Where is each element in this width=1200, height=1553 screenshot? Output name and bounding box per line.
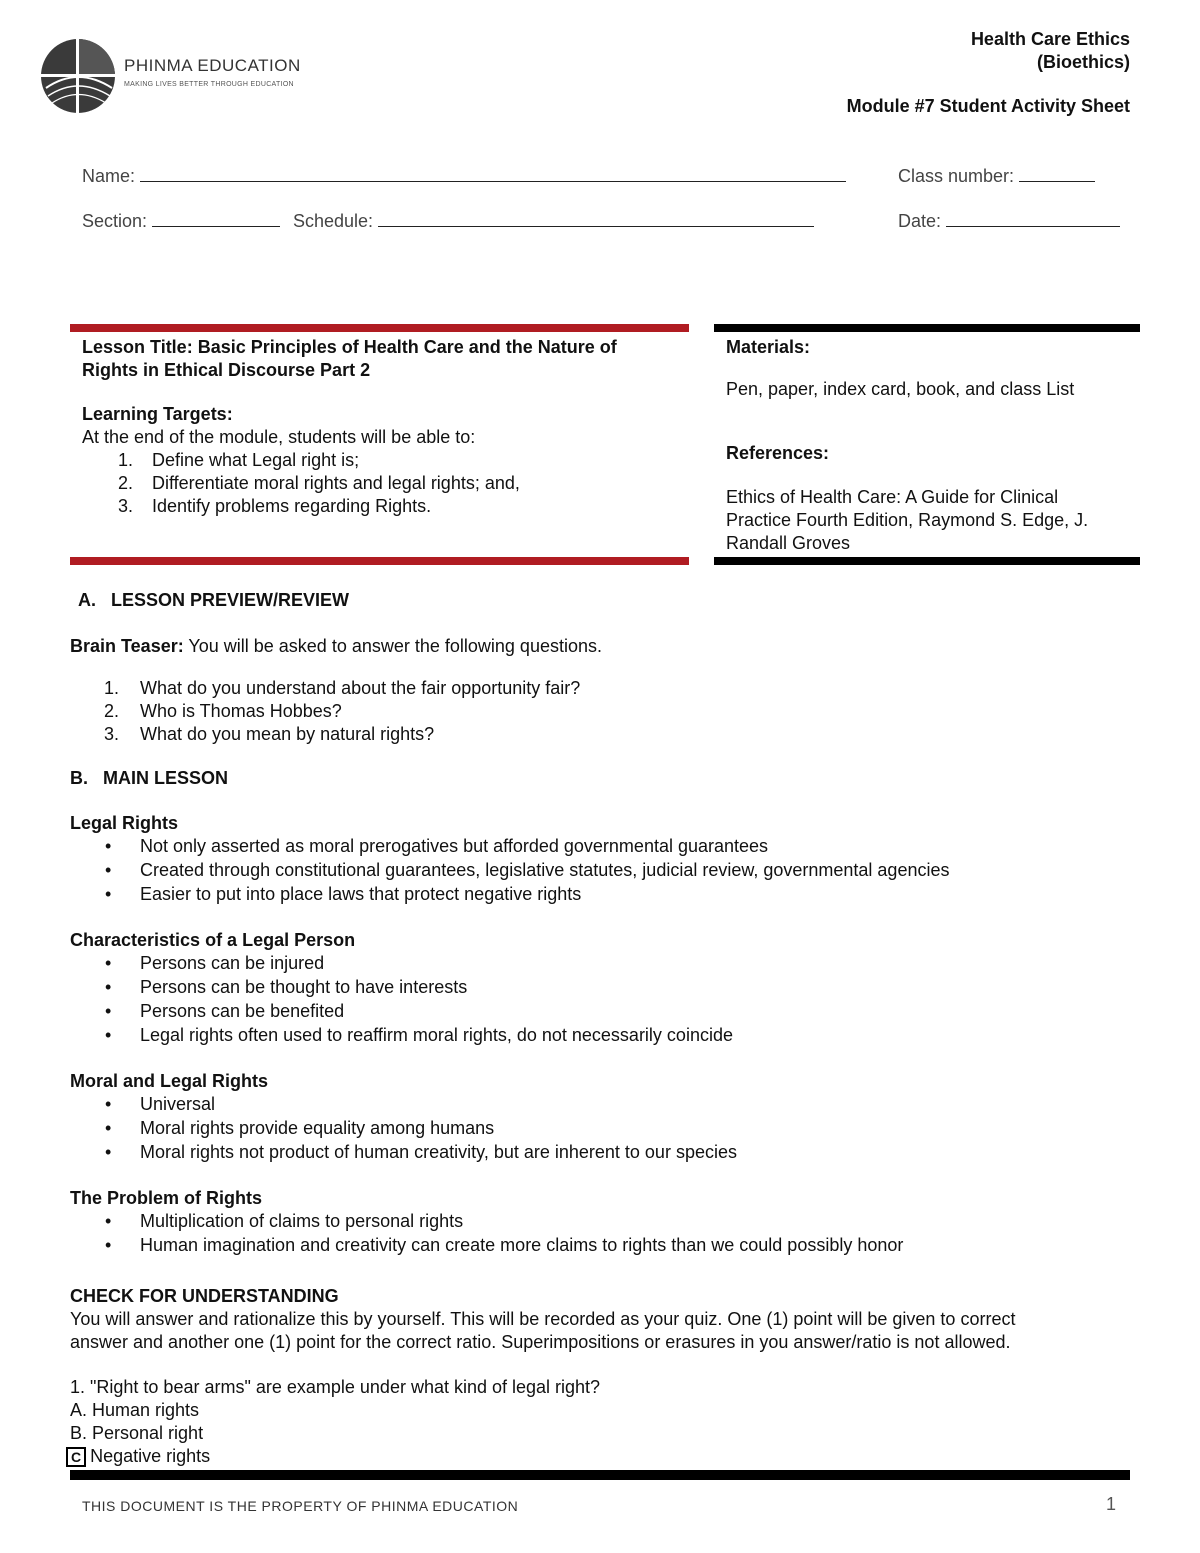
module-title: Module #7 Student Activity Sheet: [846, 96, 1130, 116]
footer-text: THIS DOCUMENT IS THE PROPERTY OF PHINMA EDUCATION: [82, 1498, 519, 1514]
list-item: [82, 495, 682, 518]
materials-box-top-bar: [714, 324, 1140, 332]
schedule-field[interactable]: [293, 210, 814, 232]
list-item: • Multiplication of claims to personal rights: [70, 1209, 1150, 1233]
course-title-line2: (Bioethics): [1036, 52, 1130, 72]
schedule-blank[interactable]: [378, 210, 814, 227]
bullet-list: [70, 1092, 1150, 1164]
list-item: [82, 472, 682, 495]
list-text: Define what Legal right is;: [152, 450, 360, 470]
list-number: 1.: [118, 450, 134, 470]
list-item: • Legal rights often used to reaffirm moral rights, do not necessarily coincide: [70, 1023, 1150, 1047]
lesson-group-legal-rights: [70, 813, 1150, 906]
selected-answer-mark: C: [66, 1447, 86, 1467]
lesson-title-line1: Lesson Title: Basic Principles of Health Care and the Nature of: [82, 337, 617, 357]
list-text: Who is Thomas Hobbes?: [140, 701, 342, 721]
brain-teaser-questions: [70, 677, 970, 746]
materials-box-bottom-bar: [714, 557, 1140, 565]
class-number-label: Class number:: [898, 166, 1015, 186]
list-item: • Human imagination and creativity can create more claims to rights than we could possibly honor: [70, 1233, 1150, 1257]
lesson-group-legal-person: [70, 930, 1150, 1047]
list-text: What do you mean by natural rights?: [140, 724, 435, 744]
group-title: Moral and Legal Rights: [70, 1071, 269, 1091]
section-label: Section:: [82, 211, 148, 231]
check-instructions-line2: answer and another one (1) point for the correct ratio. Superimpositions or erasures in you answer/ratio is not allowed.: [70, 1332, 1011, 1352]
phinma-globe-icon: [40, 36, 120, 116]
list-item: • Persons can be thought to have interests: [70, 975, 1150, 999]
check-heading: CHECK FOR UNDERSTANDING: [70, 1286, 339, 1306]
quiz-question: 1. "Right to bear arms" are example under what kind of legal right?: [70, 1377, 601, 1397]
course-title: [971, 28, 1130, 74]
date-label: Date:: [898, 211, 942, 231]
list-number: 3.: [118, 496, 134, 516]
check-instructions-line1: You will answer and rationalize this by yourself. This will be recorded as your quiz. One (1) point will be given to correct: [70, 1309, 1016, 1329]
list-item: • Easier to put into place laws that protect negative rights: [70, 882, 1150, 906]
list-number: 1.: [104, 678, 120, 698]
quiz-option-b[interactable]: B. Personal right: [70, 1423, 204, 1443]
lesson-box-bottom-bar: [70, 557, 689, 565]
bullet-list: [70, 834, 1150, 906]
phinma-logo: [40, 36, 300, 118]
lesson-group-moral-legal: [70, 1071, 1150, 1164]
list-item: • Moral rights provide equality among humans: [70, 1116, 1150, 1140]
schedule-label: Schedule:: [293, 211, 374, 231]
quiz-option-c[interactable]: [66, 1445, 1150, 1468]
references-line2: Practice Fourth Edition, Raymond S. Edge, J.: [726, 510, 1089, 530]
section-field[interactable]: [82, 210, 280, 232]
materials-heading: Materials:: [726, 337, 811, 357]
list-item: • Moral rights not product of human creativity, but are inherent to our species: [70, 1140, 1150, 1164]
logo-text: PHINMA EDUCATION: [124, 56, 301, 75]
name-field[interactable]: [82, 165, 846, 187]
section-b-heading: B. MAIN LESSON: [70, 768, 229, 788]
page-number: 1: [1105, 1494, 1116, 1514]
footer-rule: [70, 1470, 1130, 1480]
date-field[interactable]: [898, 210, 1120, 232]
class-number-blank[interactable]: [1019, 165, 1095, 182]
materials-box: [726, 336, 1136, 555]
list-item: • Not only asserted as moral prerogatives but afforded governmental guarantees: [70, 834, 1150, 858]
group-title: The Problem of Rights: [70, 1188, 263, 1208]
logo-tagline: MAKING LIVES BETTER THROUGH EDUCATION: [124, 81, 294, 88]
list-item: [70, 700, 970, 723]
learning-targets-list: [82, 449, 682, 518]
group-title: Legal Rights: [70, 813, 179, 833]
quiz-option-a[interactable]: A. Human rights: [70, 1400, 200, 1420]
list-text: Differentiate moral rights and legal rights; and,: [152, 473, 520, 493]
lesson-group-problem-rights: [70, 1188, 1150, 1257]
list-text: What do you understand about the fair opportunity fair?: [140, 678, 581, 698]
check-for-understanding: [70, 1285, 1150, 1468]
list-item: [82, 449, 682, 472]
brain-teaser: [70, 635, 602, 658]
list-number: 3.: [104, 724, 120, 744]
list-number: 2.: [104, 701, 120, 721]
lesson-box: [82, 336, 682, 518]
name-label: Name:: [82, 166, 136, 186]
learning-targets-heading: Learning Targets:: [82, 404, 233, 424]
bullet-list: [70, 951, 1150, 1047]
list-item: • Created through constitutional guarantees, legislative statutes, judicial review, governmental agencies: [70, 858, 1150, 882]
list-item: • Persons can be injured: [70, 951, 1150, 975]
lesson-box-top-bar: [70, 324, 689, 332]
materials-text: Pen, paper, index card, book, and class List: [726, 379, 1075, 399]
list-text: Identify problems regarding Rights.: [152, 496, 432, 516]
date-blank[interactable]: [946, 210, 1120, 227]
list-item: • Persons can be benefited: [70, 999, 1150, 1023]
references-heading: References:: [726, 443, 830, 463]
lesson-title-line2: Rights in Ethical Discourse Part 2: [82, 360, 371, 380]
learning-targets-intro: At the end of the module, students will be able to:: [82, 427, 476, 447]
references-line3: Randall Groves: [726, 533, 851, 553]
section-blank[interactable]: [152, 210, 280, 227]
references-line1: Ethics of Health Care: A Guide for Clinical: [726, 487, 1059, 507]
brain-teaser-text: You will be asked to answer the following questions.: [183, 636, 602, 656]
name-blank[interactable]: [140, 165, 846, 182]
brain-teaser-label: Brain Teaser:: [70, 636, 184, 656]
course-title-line1: Health Care Ethics: [970, 29, 1130, 49]
section-a-heading: A. LESSON PREVIEW/REVIEW: [78, 590, 350, 610]
list-item: [70, 723, 970, 746]
list-item: • Universal: [70, 1092, 1150, 1116]
list-item: [70, 677, 970, 700]
class-number-field[interactable]: [898, 165, 1095, 187]
quiz-option-c-text: Negative rights: [90, 1446, 211, 1466]
group-title: Characteristics of a Legal Person: [70, 930, 356, 950]
list-number: 2.: [118, 473, 134, 493]
bullet-list: [70, 1209, 1150, 1257]
